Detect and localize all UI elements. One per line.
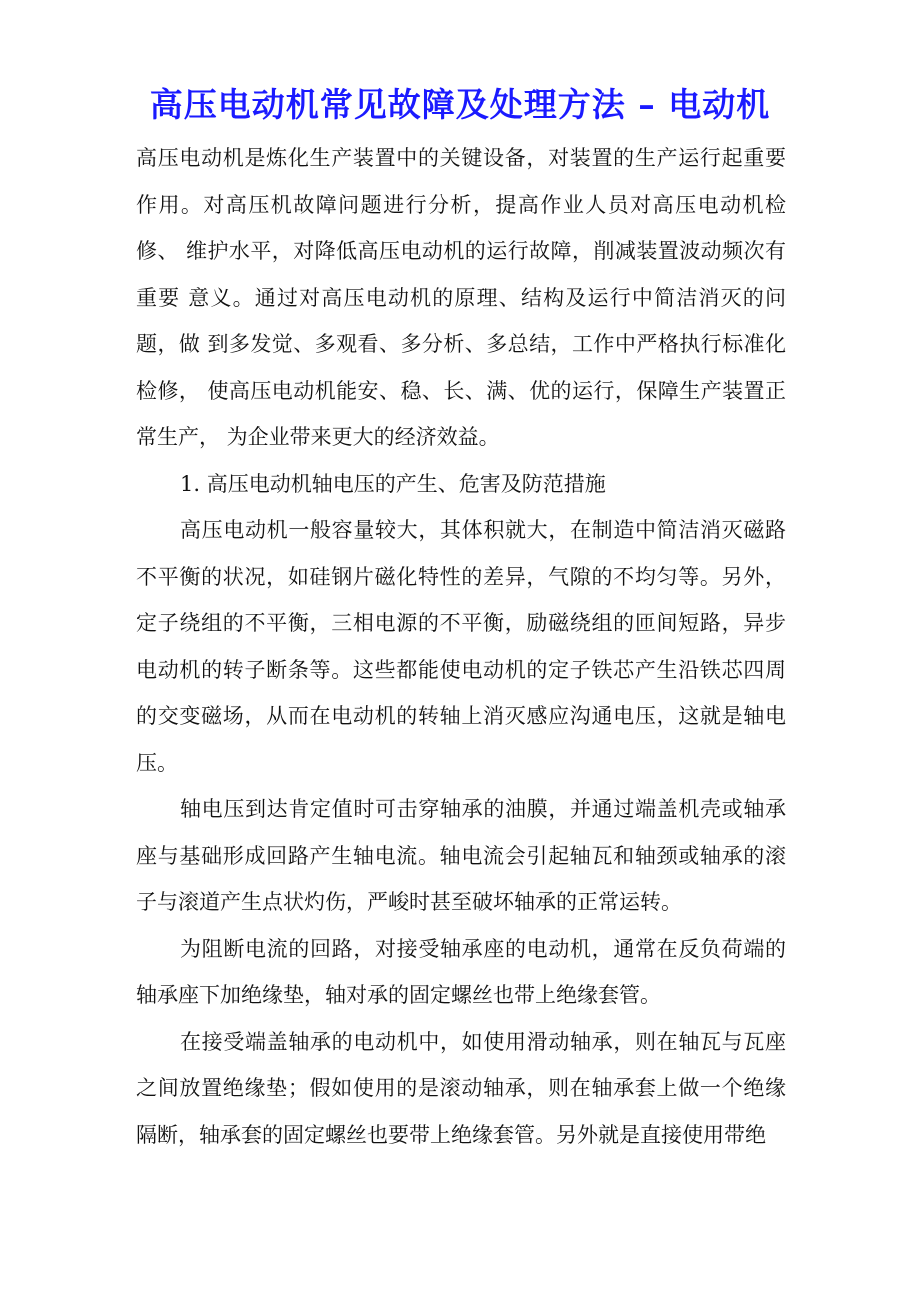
paragraph: 在接受端盖轴承的电动机中，如使用滑动轴承，则在轴瓦与瓦座之间放置绝缘垫；假如使用的是滚动轴承，则在轴承套上做一个绝缘隔断，轴承套的固定螺丝也要带上绝缘套管。另外就是直接使用带绝 [136,1029,786,1147]
document-title: 高压电动机常见故障及处理方法 – 电动机 [149,85,771,124]
section-heading: 1. 高压电动机轴电压的产生、危害及防范措施 [180,471,606,496]
paragraph: 为阻断电流的回路，对接受轴承座的电动机，通常在反负荷端的轴承座下加绝缘垫，轴对承的固定螺丝也带上绝缘套管。 [136,936,786,1007]
paragraph: 高压电动机一般容量较大，其体积就大，在制造中简洁消灭磁路不平衡的状况，如硅钢片磁化特性的差异，气隙的不均匀等。另外，定子绕组的不平衡，三相电源的不平衡，励磁绕组的匝间短路，异步电动机的转子断条等。这些都能使电动机的定子铁芯产生沿铁芯四周的交变磁场，从而在电动机的转轴上消灭感应沟通电压，这就是轴电压。 [136,518,786,775]
paragraph: 轴电压到达肯定值时可击穿轴承的油膜，并通过端盖机壳或轴承座与基础形成回路产生轴电流。轴电流会引起轴瓦和轴颈或轴承的滚子与滚道产生点状灼伤，严峻时甚至破坏轴承的正常运转。 [136,797,786,914]
intro-paragraph: 高压电动机是炼化生产装置中的关键设备，对装置的生产运行起重要作用。对高压机故障问题进行分析，提高作业人员对高压电动机检修、 维护水平，对降低高压电动机的运行故障，削减装置波动频次有重要 意义。通过对高压电动机的原理、结构及运行中简洁消灭的问题，做 到多发觉、多观看、多分析、多总结，工作中严格执行标准化检修， 使高压电动机能安、稳、长、满、优的运行，保障生产装置正常生产， 为企业带来更大的经济效益。 [136,146,786,449]
document-body [136,135,786,1158]
